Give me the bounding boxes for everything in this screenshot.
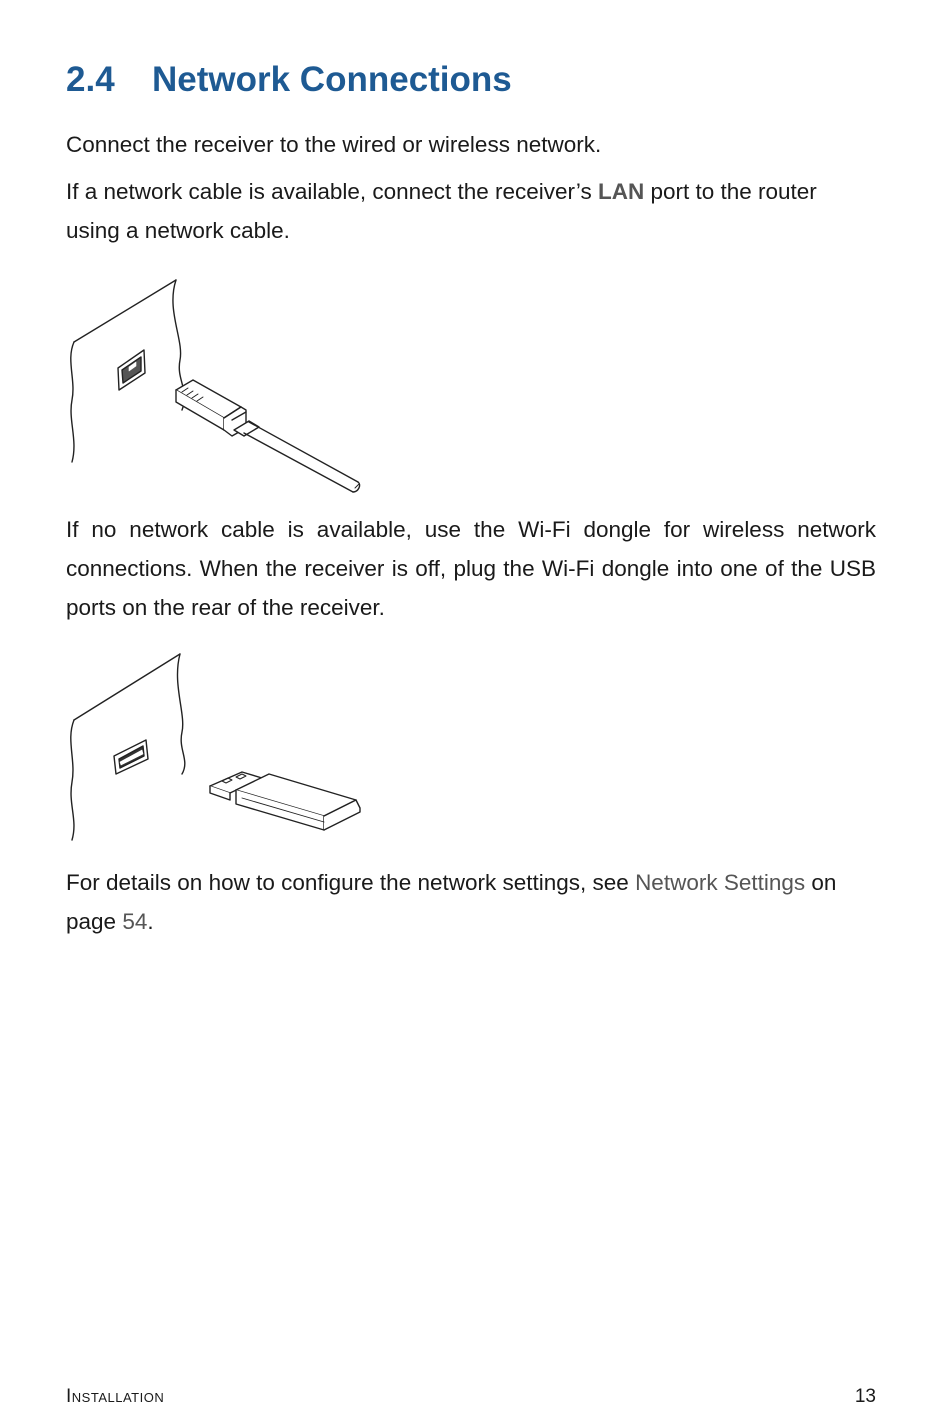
lan-text-after: port to the router using a network cable. — [66, 179, 817, 243]
section-heading — [66, 60, 512, 100]
section-title: Network Connections — [152, 60, 512, 99]
intro-paragraph: Connect the receiver to the wired or wireless network. — [66, 132, 602, 157]
footer-section-name: Installation — [66, 1386, 165, 1407]
lan-cable-illustration — [66, 270, 386, 500]
network-settings-link[interactable]: Network Settings — [635, 870, 806, 895]
lan-paragraph — [66, 172, 876, 250]
details-text-before: For details on how to configure the network settings, see — [66, 870, 636, 895]
page-reference-link[interactable]: 54 — [122, 909, 148, 934]
section-number: 2.4 — [66, 60, 115, 99]
lan-port-label: LAN — [597, 179, 645, 204]
wifi-paragraph: If no network cable is available, use the Wi-Fi dongle for wireless network connections. When the receiver is off, plug the Wi-Fi dongle into one of the USB ports on the rear of the receiver. — [66, 517, 876, 620]
usb-wifi-dongle-illustration — [66, 648, 386, 848]
details-text-after: . — [147, 909, 154, 934]
details-paragraph — [66, 863, 876, 941]
footer-page-number: 13 — [854, 1386, 876, 1407]
lan-text-before: If a network cable is available, connect the receiver’s — [66, 179, 598, 204]
details-text-middle: on page — [66, 870, 837, 934]
